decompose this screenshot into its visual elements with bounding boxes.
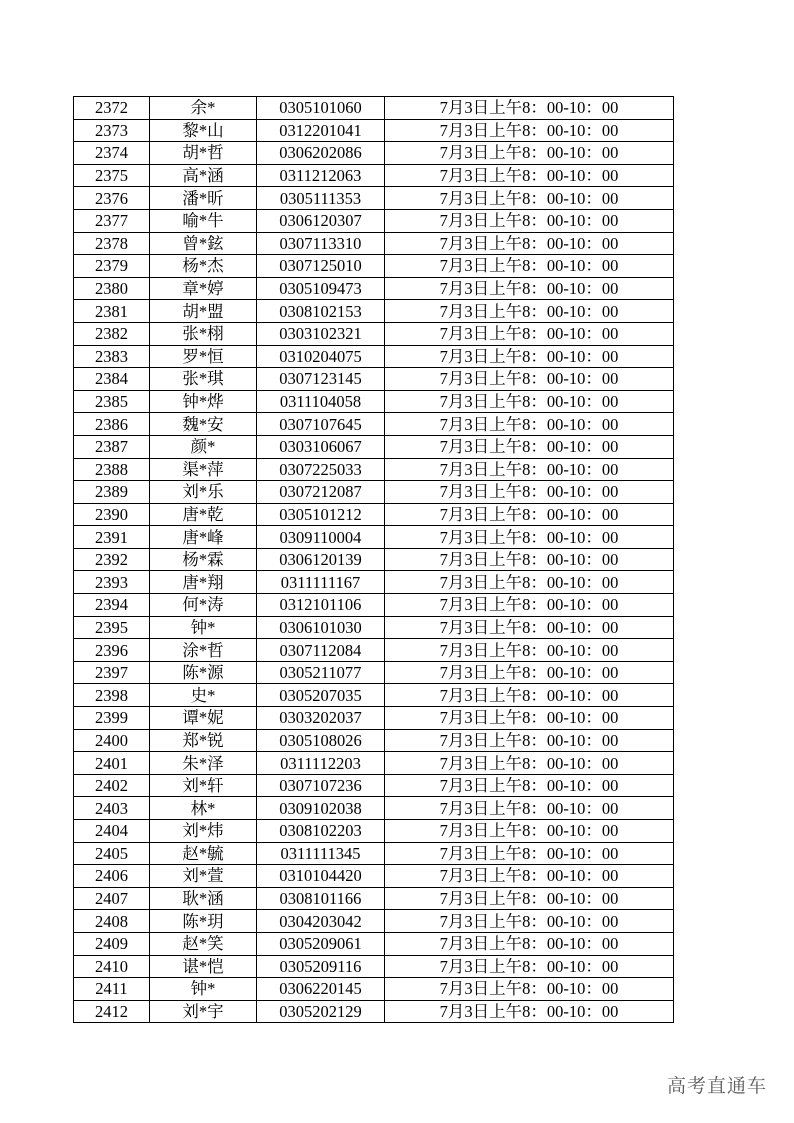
- student-name-cell: 陈*源: [150, 661, 257, 684]
- serial-number-cell: 2389: [74, 481, 150, 504]
- student-name-cell: 谌*恺: [150, 955, 257, 978]
- student-name-cell: 林*: [150, 797, 257, 820]
- table-row: [74, 729, 674, 752]
- table-row: [74, 842, 674, 865]
- table-row: [74, 616, 674, 639]
- table-row: [74, 345, 674, 368]
- serial-number-cell: 2402: [74, 774, 150, 797]
- exam-id-cell: 0306220145: [257, 978, 385, 1001]
- serial-number-cell: 2406: [74, 865, 150, 888]
- serial-number-cell: 2385: [74, 390, 150, 413]
- table-row: [74, 481, 674, 504]
- exam-time-cell: 7月3日上午8：00-10：00: [385, 277, 674, 300]
- serial-number-cell: 2391: [74, 526, 150, 549]
- serial-number-cell: 2412: [74, 1000, 150, 1023]
- exam-time-cell: 7月3日上午8：00-10：00: [385, 752, 674, 775]
- exam-id-cell: 0312101106: [257, 594, 385, 617]
- table-row: [74, 390, 674, 413]
- student-name-cell: 刘*炜: [150, 820, 257, 843]
- exam-time-cell: 7月3日上午8：00-10：00: [385, 548, 674, 571]
- exam-id-cell: 0310204075: [257, 345, 385, 368]
- serial-number-cell: 2399: [74, 707, 150, 730]
- exam-time-cell: 7月3日上午8：00-10：00: [385, 209, 674, 232]
- exam-id-cell: 0303106067: [257, 435, 385, 458]
- exam-time-cell: 7月3日上午8：00-10：00: [385, 797, 674, 820]
- student-name-cell: 唐*乾: [150, 503, 257, 526]
- exam-time-cell: 7月3日上午8：00-10：00: [385, 142, 674, 165]
- student-name-cell: 杨*霖: [150, 548, 257, 571]
- exam-id-cell: 0305207035: [257, 684, 385, 707]
- exam-time-cell: 7月3日上午8：00-10：00: [385, 503, 674, 526]
- exam-id-cell: 0309110004: [257, 526, 385, 549]
- table-row: [74, 820, 674, 843]
- exam-id-cell: 0305209061: [257, 932, 385, 955]
- serial-number-cell: 2387: [74, 435, 150, 458]
- exam-time-cell: 7月3日上午8：00-10：00: [385, 639, 674, 662]
- exam-time-cell: 7月3日上午8：00-10：00: [385, 345, 674, 368]
- table-row: [74, 684, 674, 707]
- exam-time-cell: 7月3日上午8：00-10：00: [385, 300, 674, 323]
- student-name-cell: 高*涵: [150, 164, 257, 187]
- exam-id-cell: 0307112084: [257, 639, 385, 662]
- student-name-cell: 胡*哲: [150, 142, 257, 165]
- table-row: [74, 1000, 674, 1023]
- exam-id-cell: 0308102153: [257, 300, 385, 323]
- serial-number-cell: 2394: [74, 594, 150, 617]
- student-name-cell: 魏*安: [150, 413, 257, 436]
- exam-time-cell: 7月3日上午8：00-10：00: [385, 887, 674, 910]
- student-name-cell: 喻*牛: [150, 209, 257, 232]
- student-name-cell: 胡*盟: [150, 300, 257, 323]
- table-row: [74, 277, 674, 300]
- student-name-cell: 史*: [150, 684, 257, 707]
- watermark-text: 高考直通车: [666, 1075, 767, 1097]
- table-row: [74, 119, 674, 142]
- serial-number-cell: 2375: [74, 164, 150, 187]
- exam-id-cell: 0307113310: [257, 232, 385, 255]
- exam-time-cell: 7月3日上午8：00-10：00: [385, 774, 674, 797]
- serial-number-cell: 2401: [74, 752, 150, 775]
- table-row: [74, 865, 674, 888]
- exam-id-cell: 0311111167: [257, 571, 385, 594]
- exam-id-cell: 0305101060: [257, 97, 385, 120]
- exam-id-cell: 0305101212: [257, 503, 385, 526]
- exam-id-cell: 0306101030: [257, 616, 385, 639]
- exam-time-cell: 7月3日上午8：00-10：00: [385, 955, 674, 978]
- student-name-cell: 唐*翔: [150, 571, 257, 594]
- exam-id-cell: 0306202086: [257, 142, 385, 165]
- serial-number-cell: 2403: [74, 797, 150, 820]
- serial-number-cell: 2374: [74, 142, 150, 165]
- exam-id-cell: 0310104420: [257, 865, 385, 888]
- student-name-cell: 张*栩: [150, 322, 257, 345]
- table-row: [74, 797, 674, 820]
- exam-time-cell: 7月3日上午8：00-10：00: [385, 820, 674, 843]
- student-name-cell: 颜*: [150, 435, 257, 458]
- exam-time-cell: 7月3日上午8：00-10：00: [385, 390, 674, 413]
- exam-time-cell: 7月3日上午8：00-10：00: [385, 481, 674, 504]
- exam-id-cell: 0308102203: [257, 820, 385, 843]
- serial-number-cell: 2373: [74, 119, 150, 142]
- serial-number-cell: 2384: [74, 368, 150, 391]
- exam-time-cell: 7月3日上午8：00-10：00: [385, 1000, 674, 1023]
- table-row: [74, 571, 674, 594]
- serial-number-cell: 2380: [74, 277, 150, 300]
- exam-time-cell: 7月3日上午8：00-10：00: [385, 187, 674, 210]
- serial-number-cell: 2395: [74, 616, 150, 639]
- table-row: [74, 594, 674, 617]
- table-row: [74, 458, 674, 481]
- serial-number-cell: 2409: [74, 932, 150, 955]
- table-row: [74, 232, 674, 255]
- table-row: [74, 887, 674, 910]
- exam-time-cell: 7月3日上午8：00-10：00: [385, 232, 674, 255]
- table-row: [74, 526, 674, 549]
- serial-number-cell: 2396: [74, 639, 150, 662]
- exam-time-cell: 7月3日上午8：00-10：00: [385, 458, 674, 481]
- serial-number-cell: 2410: [74, 955, 150, 978]
- student-name-cell: 朱*泽: [150, 752, 257, 775]
- exam-id-cell: 0311112203: [257, 752, 385, 775]
- serial-number-cell: 2378: [74, 232, 150, 255]
- exam-time-cell: 7月3日上午8：00-10：00: [385, 978, 674, 1001]
- exam-id-cell: 0305111353: [257, 187, 385, 210]
- table-row: [74, 164, 674, 187]
- table-row: [74, 661, 674, 684]
- exam-roster-body: [74, 97, 674, 1023]
- student-name-cell: 涂*哲: [150, 639, 257, 662]
- exam-roster-table: [73, 96, 674, 1023]
- exam-id-cell: 0311104058: [257, 390, 385, 413]
- exam-time-cell: 7月3日上午8：00-10：00: [385, 164, 674, 187]
- exam-time-cell: 7月3日上午8：00-10：00: [385, 684, 674, 707]
- exam-time-cell: 7月3日上午8：00-10：00: [385, 368, 674, 391]
- exam-id-cell: 0307212087: [257, 481, 385, 504]
- student-name-cell: 钟*: [150, 616, 257, 639]
- table-row: [74, 97, 674, 120]
- serial-number-cell: 2407: [74, 887, 150, 910]
- serial-number-cell: 2386: [74, 413, 150, 436]
- table-row: [74, 255, 674, 278]
- table-row: [74, 910, 674, 933]
- table-row: [74, 707, 674, 730]
- table-row: [74, 300, 674, 323]
- serial-number-cell: 2397: [74, 661, 150, 684]
- exam-time-cell: 7月3日上午8：00-10：00: [385, 413, 674, 436]
- serial-number-cell: 2411: [74, 978, 150, 1001]
- table-row: [74, 503, 674, 526]
- student-name-cell: 赵*毓: [150, 842, 257, 865]
- student-name-cell: 钟*: [150, 978, 257, 1001]
- exam-time-cell: 7月3日上午8：00-10：00: [385, 526, 674, 549]
- serial-number-cell: 2408: [74, 910, 150, 933]
- table-row: [74, 368, 674, 391]
- exam-id-cell: 0312201041: [257, 119, 385, 142]
- student-name-cell: 刘*乐: [150, 481, 257, 504]
- table-row: [74, 322, 674, 345]
- exam-id-cell: 0305108026: [257, 729, 385, 752]
- exam-id-cell: 0307123145: [257, 368, 385, 391]
- serial-number-cell: 2383: [74, 345, 150, 368]
- exam-time-cell: 7月3日上午8：00-10：00: [385, 661, 674, 684]
- student-name-cell: 曾*鉉: [150, 232, 257, 255]
- student-name-cell: 黎*山: [150, 119, 257, 142]
- exam-id-cell: 0306120139: [257, 548, 385, 571]
- exam-time-cell: 7月3日上午8：00-10：00: [385, 435, 674, 458]
- table-row: [74, 752, 674, 775]
- exam-id-cell: 0303202037: [257, 707, 385, 730]
- table-row: [74, 955, 674, 978]
- student-name-cell: 刘*萱: [150, 865, 257, 888]
- exam-time-cell: 7月3日上午8：00-10：00: [385, 255, 674, 278]
- student-name-cell: 赵*笑: [150, 932, 257, 955]
- exam-id-cell: 0311212063: [257, 164, 385, 187]
- exam-id-cell: 0307107236: [257, 774, 385, 797]
- exam-id-cell: 0311111345: [257, 842, 385, 865]
- serial-number-cell: 2398: [74, 684, 150, 707]
- exam-time-cell: 7月3日上午8：00-10：00: [385, 932, 674, 955]
- student-name-cell: 余*: [150, 97, 257, 120]
- student-name-cell: 郑*锐: [150, 729, 257, 752]
- student-name-cell: 杨*杰: [150, 255, 257, 278]
- serial-number-cell: 2393: [74, 571, 150, 594]
- table-row: [74, 932, 674, 955]
- exam-time-cell: 7月3日上午8：00-10：00: [385, 571, 674, 594]
- student-name-cell: 罗*恒: [150, 345, 257, 368]
- serial-number-cell: 2382: [74, 322, 150, 345]
- student-name-cell: 张*琪: [150, 368, 257, 391]
- exam-id-cell: 0307225033: [257, 458, 385, 481]
- student-name-cell: 陈*玥: [150, 910, 257, 933]
- exam-id-cell: 0308101166: [257, 887, 385, 910]
- exam-time-cell: 7月3日上午8：00-10：00: [385, 616, 674, 639]
- student-name-cell: 渠*萍: [150, 458, 257, 481]
- exam-time-cell: 7月3日上午8：00-10：00: [385, 865, 674, 888]
- exam-time-cell: 7月3日上午8：00-10：00: [385, 322, 674, 345]
- table-row: [74, 978, 674, 1001]
- exam-id-cell: 0305211077: [257, 661, 385, 684]
- student-name-cell: 章*婷: [150, 277, 257, 300]
- exam-id-cell: 0304203042: [257, 910, 385, 933]
- exam-time-cell: 7月3日上午8：00-10：00: [385, 97, 674, 120]
- table-row: [74, 774, 674, 797]
- student-name-cell: 唐*峰: [150, 526, 257, 549]
- exam-id-cell: 0306120307: [257, 209, 385, 232]
- student-name-cell: 潘*昕: [150, 187, 257, 210]
- serial-number-cell: 2404: [74, 820, 150, 843]
- student-name-cell: 刘*轩: [150, 774, 257, 797]
- exam-id-cell: 0305202129: [257, 1000, 385, 1023]
- exam-id-cell: 0305209116: [257, 955, 385, 978]
- exam-time-cell: 7月3日上午8：00-10：00: [385, 729, 674, 752]
- student-name-cell: 钟*烨: [150, 390, 257, 413]
- exam-id-cell: 0305109473: [257, 277, 385, 300]
- exam-id-cell: 0307125010: [257, 255, 385, 278]
- exam-time-cell: 7月3日上午8：00-10：00: [385, 707, 674, 730]
- table-row: [74, 639, 674, 662]
- serial-number-cell: 2376: [74, 187, 150, 210]
- exam-time-cell: 7月3日上午8：00-10：00: [385, 910, 674, 933]
- table-row: [74, 187, 674, 210]
- serial-number-cell: 2379: [74, 255, 150, 278]
- student-name-cell: 刘*宇: [150, 1000, 257, 1023]
- serial-number-cell: 2392: [74, 548, 150, 571]
- serial-number-cell: 2405: [74, 842, 150, 865]
- serial-number-cell: 2372: [74, 97, 150, 120]
- student-name-cell: 耿*涵: [150, 887, 257, 910]
- exam-time-cell: 7月3日上午8：00-10：00: [385, 594, 674, 617]
- serial-number-cell: 2388: [74, 458, 150, 481]
- serial-number-cell: 2377: [74, 209, 150, 232]
- table-row: [74, 548, 674, 571]
- student-name-cell: 何*涛: [150, 594, 257, 617]
- student-name-cell: 谭*妮: [150, 707, 257, 730]
- exam-id-cell: 0309102038: [257, 797, 385, 820]
- table-row: [74, 435, 674, 458]
- table-row: [74, 209, 674, 232]
- exam-time-cell: 7月3日上午8：00-10：00: [385, 119, 674, 142]
- serial-number-cell: 2390: [74, 503, 150, 526]
- serial-number-cell: 2400: [74, 729, 150, 752]
- exam-id-cell: 0307107645: [257, 413, 385, 436]
- exam-id-cell: 0303102321: [257, 322, 385, 345]
- table-row: [74, 142, 674, 165]
- serial-number-cell: 2381: [74, 300, 150, 323]
- exam-time-cell: 7月3日上午8：00-10：00: [385, 842, 674, 865]
- table-row: [74, 413, 674, 436]
